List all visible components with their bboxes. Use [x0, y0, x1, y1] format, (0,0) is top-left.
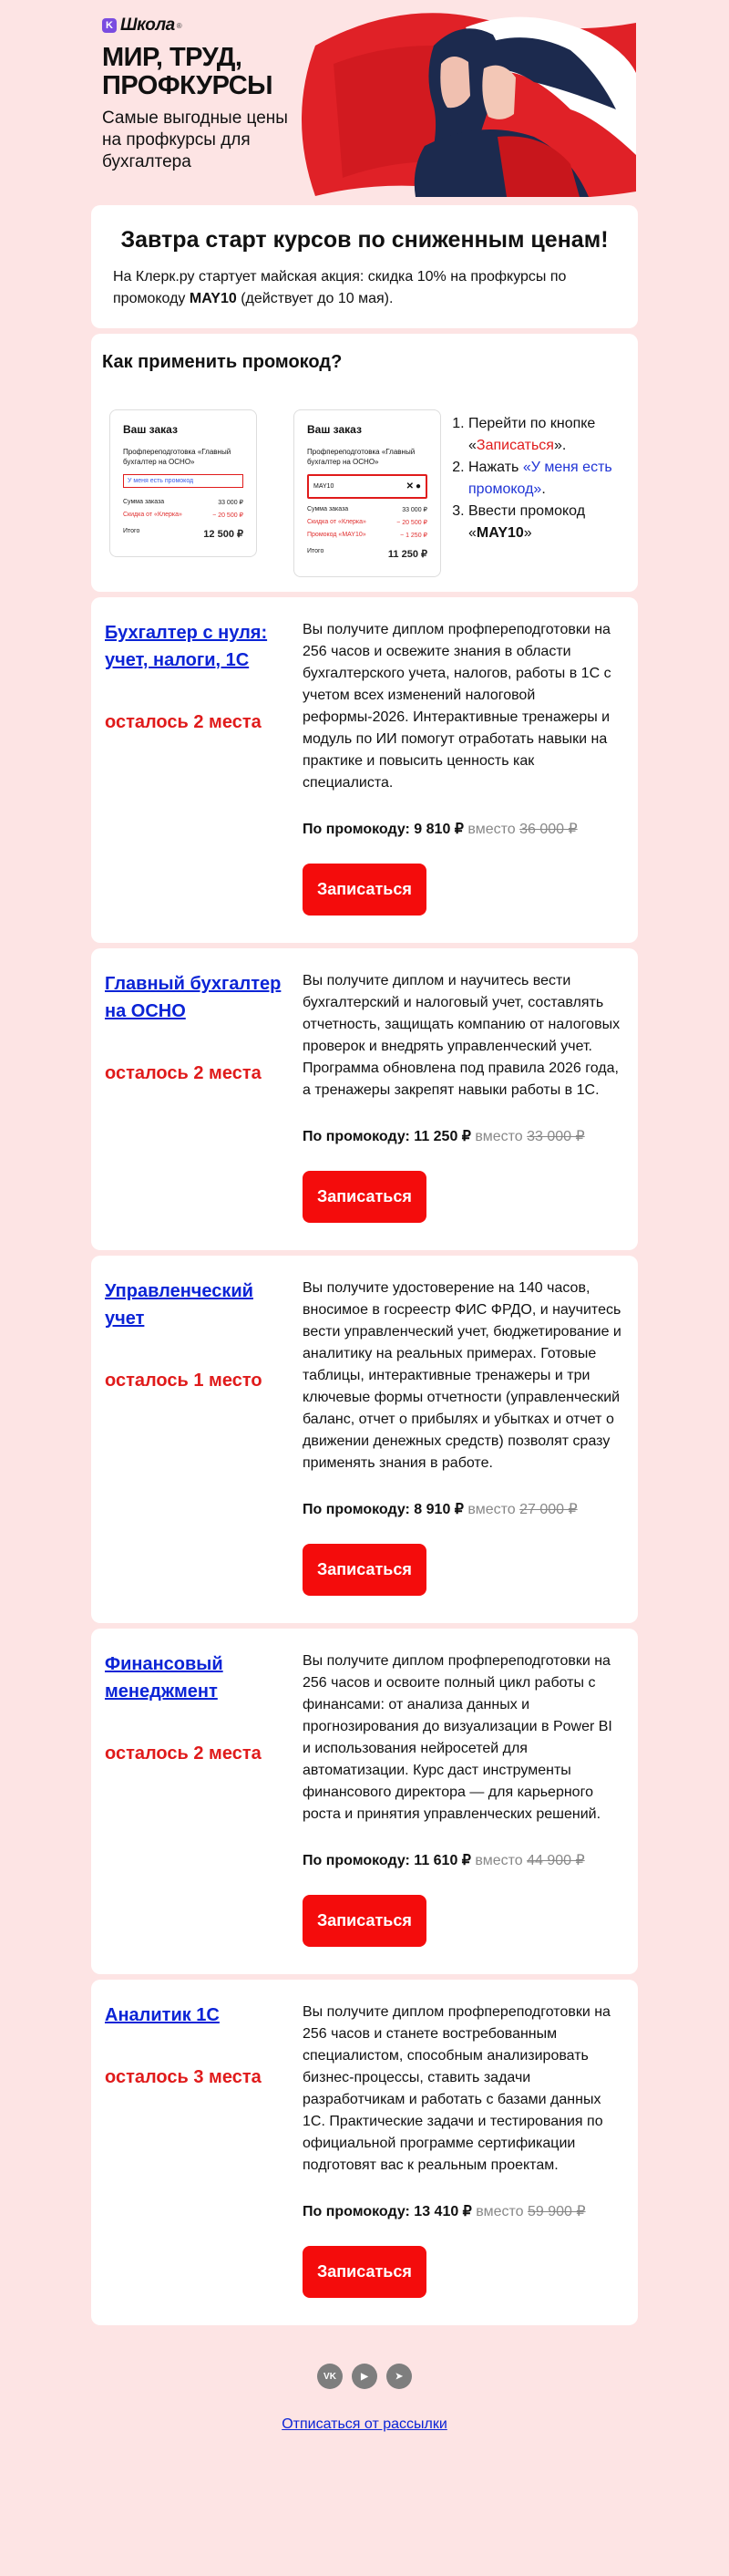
- enroll-button[interactable]: Записаться: [303, 1544, 426, 1596]
- order-total-label: Итого: [307, 548, 324, 554]
- promo-steps-list: [450, 413, 627, 544]
- promo-price: 9 810 ₽: [414, 822, 464, 837]
- instead-word: вместо: [471, 2204, 529, 2219]
- old-price: 36 000 ₽: [519, 822, 578, 837]
- logo-badge-icon: K: [102, 18, 117, 33]
- promo-howto-card: [91, 334, 638, 592]
- enroll-button[interactable]: Записаться: [303, 1171, 426, 1223]
- course-left-column: [105, 619, 289, 916]
- seats-left: осталось 1 место: [105, 1371, 262, 1391]
- order-total-line: [307, 548, 427, 560]
- order-discount-label: Скидка от «Клерка»: [123, 512, 182, 518]
- step-text: Перейти по кнопке «: [468, 416, 596, 453]
- footer: [91, 2331, 638, 2433]
- course-title-link[interactable]: Главный бухгалтер на ОСНО: [105, 974, 282, 1021]
- order-total-line: [123, 528, 243, 540]
- seats-left: осталось 3 места: [105, 2067, 262, 2087]
- order-sum-line: [307, 506, 427, 513]
- step-text: »: [523, 525, 532, 541]
- course-description: Вы получите диплом и научитесь вести бухгалтерский и налоговый учет, составлять отчетность, защищать компанию от налоговых проверок и внедрять управленческий учет. Программа обновлена под правила 2026 года, а тренажеры закрепят навыки работы в 1С.: [303, 973, 621, 1098]
- course-left-column: [105, 970, 289, 1223]
- order-discount-value: − 20 500 ₽: [212, 512, 243, 519]
- order-discount-line: [307, 519, 427, 526]
- promocode-input-value: MAY10: [313, 483, 334, 490]
- intro-text-after: (действует до 10 мая).: [236, 291, 394, 306]
- intro-text-before: На Клерк.ру стартует майская акция: скидка 10% на профкурсы по промокоду: [113, 269, 567, 306]
- order-discount-line: [123, 512, 243, 519]
- seats-left: осталось 2 места: [105, 1063, 262, 1083]
- course-title-link[interactable]: Аналитик 1С: [105, 2005, 220, 2025]
- course-card: [91, 1256, 638, 1623]
- logo-text: Школа: [120, 16, 175, 35]
- order-sum-value: 33 000 ₽: [218, 500, 243, 506]
- course-title-link[interactable]: Управленческий учет: [105, 1281, 253, 1329]
- course-price: [303, 1127, 624, 1145]
- course-right-column: [303, 1650, 624, 1947]
- logo-trademark: ®: [176, 21, 182, 30]
- price-prefix: По промокоду:: [303, 2204, 415, 2219]
- instead-word: вместо: [463, 1502, 520, 1517]
- seats-left: осталось 2 места: [105, 1743, 262, 1764]
- promocode-input-preview: [307, 474, 427, 499]
- intro-text: [113, 266, 616, 310]
- unsubscribe-link[interactable]: Отписаться от рассылки: [282, 2416, 447, 2432]
- old-price: 33 000 ₽: [527, 1129, 585, 1144]
- step-text: Ввести промокод «: [468, 503, 586, 541]
- intro-promo-code: MAY10: [189, 291, 237, 306]
- hero-subtitle: Самые выгодные цены на профкурсы для бухгалтера: [102, 109, 288, 171]
- step-text: ».: [553, 438, 567, 453]
- instead-word: вместо: [470, 1853, 528, 1868]
- course-price: [303, 820, 624, 838]
- enroll-button[interactable]: Записаться: [303, 2246, 426, 2298]
- price-prefix: По промокоду:: [303, 1129, 415, 1144]
- order-total-label: Итого: [123, 528, 140, 534]
- order-promo-label: Промокод «MAY10»: [307, 532, 366, 538]
- order-desc: Профпереподготовка «Главный бухгалтер на ОСНО»: [123, 448, 231, 466]
- order-sum-line: [123, 499, 243, 506]
- order-desc: Профпереподготовка «Главный бухгалтер на ОСНО»: [307, 448, 416, 466]
- course-card: [91, 1980, 638, 2325]
- courses-list: [91, 597, 638, 2325]
- course-left-column: [105, 2002, 289, 2298]
- woman-face-shape: [482, 66, 516, 119]
- order-preview-after: [293, 409, 441, 577]
- price-prefix: По промокоду:: [303, 1853, 415, 1868]
- order-total-value: 11 250 ₽: [387, 549, 427, 560]
- instead-word: вместо: [470, 1129, 528, 1144]
- order-promo-line: [307, 532, 427, 539]
- man-face-shape: [440, 57, 470, 108]
- promo-price: 13 410 ₽: [414, 2204, 472, 2219]
- course-price: [303, 1851, 624, 1869]
- price-prefix: По промокоду:: [303, 1502, 415, 1517]
- hero-illustration: [297, 9, 636, 197]
- promocode-actions: [406, 481, 421, 491]
- apply-icon: ●: [415, 481, 421, 491]
- vk-icon[interactable]: VK: [317, 2364, 343, 2389]
- course-price: [303, 1500, 624, 1518]
- promo-step-1: [468, 413, 627, 457]
- order-sum-label: Сумма заказа: [307, 506, 349, 512]
- intro-title: Завтра старт курсов по сниженным ценам!: [120, 227, 609, 253]
- order-promo-value: − 1 250 ₽: [400, 533, 427, 539]
- course-card: [91, 948, 638, 1250]
- hero-title: МИР, ТРУД, ПРОФКУРСЫ: [102, 43, 273, 100]
- step-text: .: [541, 481, 546, 497]
- youtube-icon[interactable]: ▶: [352, 2364, 377, 2389]
- step-code: MAY10: [476, 525, 524, 541]
- course-title-link[interactable]: Финансовый менеджмент: [105, 1654, 223, 1702]
- course-description: Вы получите диплом профпереподготовки на 256 часов и освоите полный цикл работы с финансами: от анализа данных и прогнозирования до визуализации в Power BI и использования нейросетей для автоматизации. Курс даст инструменты финансового директора — для карьерного роста и принятия управленческих решений.: [303, 1653, 612, 1822]
- telegram-icon[interactable]: ➤: [386, 2364, 412, 2389]
- course-right-column: [303, 2002, 624, 2298]
- order-total-value: 12 500 ₽: [203, 529, 243, 540]
- course-right-column: [303, 970, 624, 1223]
- course-description: Вы получите диплом профпереподготовки на 256 часов и освежите знания в области бухгалтерского учета, налогов, работы в 1С с учетом всех изменений налоговой реформы-2026. Интерактивные тренажеры и модуль по ИИ помогут отработать навыки на практике и повысить ценность как специалиста.: [303, 622, 611, 791]
- course-left-column: [105, 1650, 289, 1947]
- promo-step-2: [468, 457, 627, 501]
- course-title-link[interactable]: Бухгалтер с нуля: учет, налоги, 1С: [105, 623, 268, 670]
- clear-icon: ✕: [406, 481, 414, 491]
- intro-card: [91, 205, 638, 328]
- order-preview-before: [109, 409, 257, 557]
- instead-word: вместо: [463, 822, 520, 837]
- course-right-column: [303, 1278, 624, 1596]
- have-promocode-link: У меня есть промокод: [123, 474, 243, 488]
- order-discount-label: Скидка от «Клерка»: [307, 519, 366, 525]
- course-description: Вы получите удостоверение на 140 часов, вносимое в госреестр ФИС ФРДО, и научитесь вести управленческий учет, бюджетирование и аналитику на реальных примерах. Готовые таблицы, интерактивные тренажеры и три ключевые формы отчетности (управленческий баланс, отчет о прибылях и убытках и отчет о движении денежных средств) позволят сразу применять знания в работе.: [303, 1280, 621, 1471]
- promo-price: 8 910 ₽: [414, 1502, 464, 1517]
- order-title: Ваш заказ: [123, 423, 178, 436]
- old-price: 27 000 ₽: [519, 1502, 578, 1517]
- order-discount-value: − 20 500 ₽: [396, 520, 427, 526]
- promo-step-3: [468, 501, 627, 544]
- course-description: Вы получите диплом профпереподготовки на 256 часов и станете востребованным специалистом, способным анализировать бизнес-процессы, ставить задачи разработчикам и работать с базами данных 1С. Практические задачи и тестирования по официальной программе сертификации подготовят вас к реальным проектам.: [303, 2004, 611, 2173]
- promo-howto-row: [102, 409, 627, 577]
- old-price: 59 900 ₽: [528, 2204, 586, 2219]
- order-sum-label: Сумма заказа: [123, 499, 165, 505]
- promo-howto-title: Как применить промокод?: [102, 352, 343, 372]
- order-sum-value: 33 000 ₽: [402, 507, 427, 513]
- seats-left: осталось 2 места: [105, 712, 262, 732]
- enroll-button[interactable]: Записаться: [303, 1895, 426, 1947]
- social-links: [91, 2364, 638, 2389]
- price-prefix: По промокоду:: [303, 822, 415, 837]
- course-right-column: [303, 619, 624, 916]
- email-container: [91, 0, 638, 2433]
- course-card: [91, 597, 638, 943]
- enroll-button[interactable]: Записаться: [303, 864, 426, 916]
- promo-price: 11 610 ₽: [414, 1853, 471, 1868]
- logo[interactable]: [102, 16, 182, 36]
- step-promocode-highlight: «У меня есть промокод»: [468, 460, 612, 497]
- promo-price: 11 250 ₽: [414, 1129, 471, 1144]
- old-price: 44 900 ₽: [527, 1853, 585, 1868]
- course-price: [303, 2202, 624, 2220]
- hero-banner: [91, 0, 638, 197]
- step-text: Нажать: [468, 460, 523, 475]
- step-enroll-highlight: Записаться: [476, 438, 554, 453]
- order-title: Ваш заказ: [307, 423, 362, 436]
- course-card: [91, 1629, 638, 1974]
- course-left-column: [105, 1278, 289, 1596]
